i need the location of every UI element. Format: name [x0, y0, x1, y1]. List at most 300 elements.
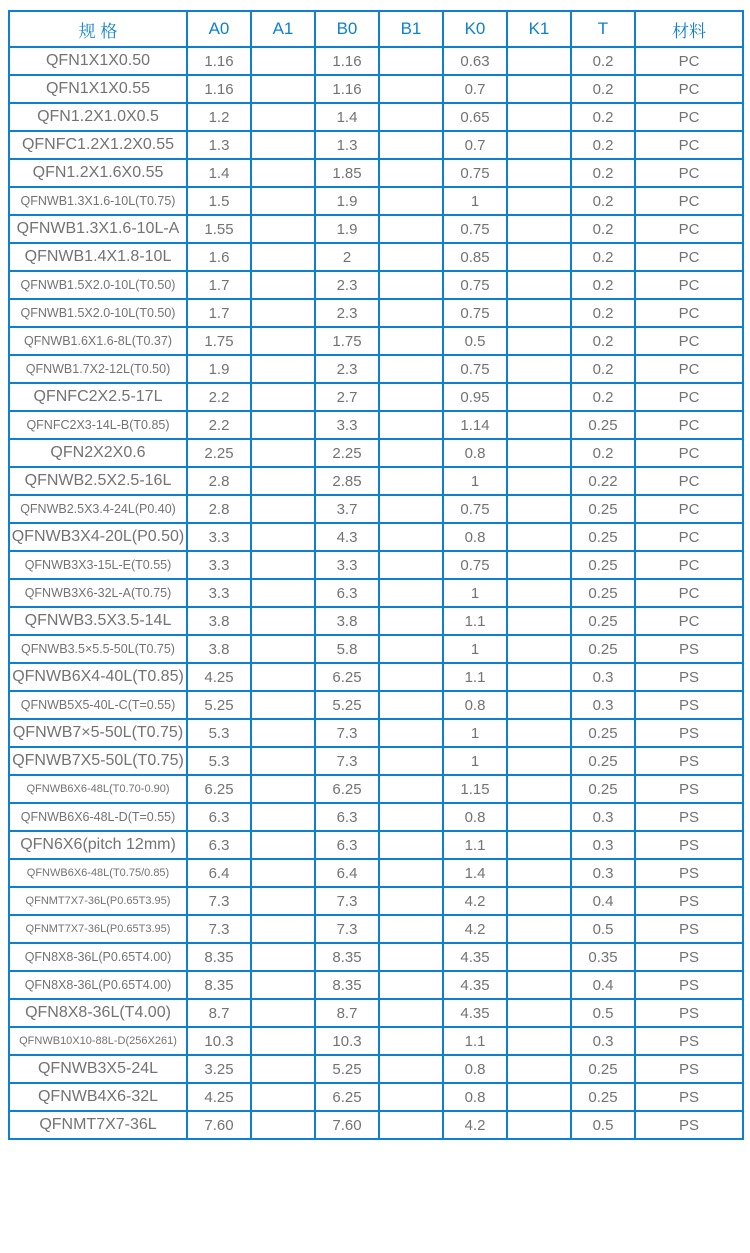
value-cell: 8.35: [315, 971, 379, 999]
table-row: [9, 859, 743, 887]
table-row: [9, 831, 743, 859]
value-cell: [379, 551, 443, 579]
value-cell: 3.3: [315, 551, 379, 579]
value-cell: 2.8: [187, 467, 251, 495]
value-cell: 0.2: [571, 271, 635, 299]
value-cell: 6.3: [187, 803, 251, 831]
spec-cell: QFNWB1.6X1.6-8L(T0.37): [9, 327, 187, 355]
value-cell: 3.8: [315, 607, 379, 635]
value-cell: [507, 635, 571, 663]
material-cell: PC: [635, 75, 743, 103]
value-cell: 8.35: [315, 943, 379, 971]
table-row: [9, 327, 743, 355]
value-cell: 4.35: [443, 971, 507, 999]
value-cell: 2.2: [187, 383, 251, 411]
material-cell: PC: [635, 327, 743, 355]
value-cell: 0.35: [571, 943, 635, 971]
value-cell: 2.25: [187, 439, 251, 467]
value-cell: 1.3: [315, 131, 379, 159]
material-cell: PS: [635, 691, 743, 719]
value-cell: 1.16: [315, 75, 379, 103]
value-cell: 6.3: [315, 579, 379, 607]
value-cell: [507, 103, 571, 131]
value-cell: [379, 439, 443, 467]
value-cell: [251, 299, 315, 327]
value-cell: [251, 327, 315, 355]
value-cell: [379, 299, 443, 327]
material-cell: PS: [635, 1055, 743, 1083]
value-cell: 1: [443, 747, 507, 775]
value-cell: 1.4: [315, 103, 379, 131]
value-cell: 0.2: [571, 439, 635, 467]
value-cell: 8.35: [187, 943, 251, 971]
value-cell: [379, 999, 443, 1027]
value-cell: 1.7: [187, 271, 251, 299]
value-cell: 1.6: [187, 243, 251, 271]
value-cell: [507, 327, 571, 355]
value-cell: [379, 803, 443, 831]
value-cell: 1.3: [187, 131, 251, 159]
value-cell: [379, 327, 443, 355]
value-cell: 1.16: [315, 47, 379, 75]
material-cell: PC: [635, 579, 743, 607]
value-cell: [379, 1055, 443, 1083]
material-cell: PS: [635, 775, 743, 803]
material-cell: PC: [635, 495, 743, 523]
table-row: [9, 1027, 743, 1055]
value-cell: 3.8: [187, 635, 251, 663]
material-cell: PC: [635, 607, 743, 635]
value-cell: [251, 915, 315, 943]
material-cell: PS: [635, 663, 743, 691]
value-cell: 3.25: [187, 1055, 251, 1083]
spec-table: [8, 10, 744, 1140]
value-cell: 2.3: [315, 299, 379, 327]
value-cell: 1.9: [315, 187, 379, 215]
value-cell: 0.65: [443, 103, 507, 131]
value-cell: [379, 859, 443, 887]
value-cell: 0.25: [571, 607, 635, 635]
spec-cell: QFNWB2.5X2.5-16L: [9, 467, 187, 495]
value-cell: 0.3: [571, 859, 635, 887]
table-row: [9, 187, 743, 215]
value-cell: 7.3: [187, 887, 251, 915]
value-cell: 0.5: [571, 915, 635, 943]
value-cell: 0.75: [443, 495, 507, 523]
spec-cell: QFNWB3X5-24L: [9, 1055, 187, 1083]
value-cell: 5.3: [187, 719, 251, 747]
value-cell: 0.2: [571, 75, 635, 103]
value-cell: 1.75: [187, 327, 251, 355]
value-cell: [379, 1027, 443, 1055]
table-row: [9, 75, 743, 103]
value-cell: 1.1: [443, 607, 507, 635]
value-cell: [251, 803, 315, 831]
table-row: [9, 439, 743, 467]
value-cell: [251, 467, 315, 495]
table-row: [9, 523, 743, 551]
value-cell: 0.8: [443, 1083, 507, 1111]
value-cell: 2.2: [187, 411, 251, 439]
spec-cell: QFNWB6X6-48L(T0.70-0.90): [9, 775, 187, 803]
header-cell: T: [571, 11, 635, 47]
spec-cell: QFN6X6(pitch 12mm): [9, 831, 187, 859]
spec-cell: QFNWB4X6-32L: [9, 1083, 187, 1111]
value-cell: [507, 1111, 571, 1139]
material-cell: PC: [635, 523, 743, 551]
table-row: [9, 355, 743, 383]
value-cell: 4.25: [187, 1083, 251, 1111]
value-cell: 5.25: [315, 691, 379, 719]
value-cell: 0.75: [443, 299, 507, 327]
material-cell: PS: [635, 943, 743, 971]
value-cell: [379, 383, 443, 411]
value-cell: 1: [443, 719, 507, 747]
value-cell: 0.2: [571, 187, 635, 215]
value-cell: 1: [443, 635, 507, 663]
value-cell: [379, 719, 443, 747]
value-cell: [379, 355, 443, 383]
spec-cell: QFNWB10X10-88L-D(256X261): [9, 1027, 187, 1055]
value-cell: [507, 859, 571, 887]
value-cell: 0.75: [443, 271, 507, 299]
value-cell: 4.2: [443, 1111, 507, 1139]
material-cell: PS: [635, 971, 743, 999]
value-cell: [379, 831, 443, 859]
spec-cell: QFNWB3X6-32L-A(T0.75): [9, 579, 187, 607]
value-cell: 1.85: [315, 159, 379, 187]
material-cell: PS: [635, 1027, 743, 1055]
value-cell: 0.2: [571, 131, 635, 159]
value-cell: [251, 103, 315, 131]
value-cell: [507, 495, 571, 523]
value-cell: 7.3: [187, 915, 251, 943]
value-cell: 6.25: [315, 775, 379, 803]
value-cell: 0.7: [443, 131, 507, 159]
value-cell: 6.3: [187, 831, 251, 859]
spec-cell: QFNFC2X2.5-17L: [9, 383, 187, 411]
value-cell: 0.2: [571, 159, 635, 187]
material-cell: PC: [635, 411, 743, 439]
value-cell: [251, 831, 315, 859]
value-cell: [507, 1027, 571, 1055]
value-cell: [251, 775, 315, 803]
value-cell: 6.4: [315, 859, 379, 887]
value-cell: [251, 131, 315, 159]
value-cell: 5.25: [187, 691, 251, 719]
table-header: [9, 11, 743, 47]
value-cell: 0.3: [571, 1027, 635, 1055]
value-cell: 1.1: [443, 663, 507, 691]
value-cell: 1.15: [443, 775, 507, 803]
table-row: [9, 271, 743, 299]
value-cell: [251, 943, 315, 971]
value-cell: [379, 887, 443, 915]
value-cell: 4.2: [443, 915, 507, 943]
value-cell: [251, 551, 315, 579]
header-cell: 材料: [635, 11, 743, 47]
value-cell: 3.3: [187, 523, 251, 551]
spec-cell: QFNWB1.4X1.8-10L: [9, 243, 187, 271]
value-cell: [507, 747, 571, 775]
spec-cell: QFNMT7X7-36L(P0.65T3.95): [9, 887, 187, 915]
material-cell: PC: [635, 467, 743, 495]
value-cell: [379, 1083, 443, 1111]
value-cell: 0.25: [571, 1055, 635, 1083]
material-cell: PC: [635, 47, 743, 75]
value-cell: [507, 775, 571, 803]
value-cell: [379, 775, 443, 803]
value-cell: 0.95: [443, 383, 507, 411]
material-cell: PS: [635, 635, 743, 663]
value-cell: 3.3: [315, 411, 379, 439]
value-cell: [379, 159, 443, 187]
value-cell: [379, 943, 443, 971]
value-cell: [251, 47, 315, 75]
spec-cell: QFNWB6X6-48L(T0.75/0.85): [9, 859, 187, 887]
value-cell: 1.1: [443, 831, 507, 859]
material-cell: PC: [635, 159, 743, 187]
value-cell: 1: [443, 579, 507, 607]
value-cell: 0.8: [443, 439, 507, 467]
value-cell: 4.2: [443, 887, 507, 915]
value-cell: [507, 75, 571, 103]
value-cell: [379, 467, 443, 495]
header-cell: B0: [315, 11, 379, 47]
value-cell: [251, 999, 315, 1027]
spec-cell: QFN1X1X0.50: [9, 47, 187, 75]
header-cell: K0: [443, 11, 507, 47]
value-cell: 10.3: [187, 1027, 251, 1055]
spec-cell: QFNWB1.3X1.6-10L(T0.75): [9, 187, 187, 215]
value-cell: 0.25: [571, 635, 635, 663]
value-cell: 3.7: [315, 495, 379, 523]
value-cell: [251, 215, 315, 243]
value-cell: [251, 635, 315, 663]
value-cell: 5.25: [315, 1055, 379, 1083]
value-cell: 0.3: [571, 831, 635, 859]
value-cell: 0.8: [443, 691, 507, 719]
value-cell: [507, 803, 571, 831]
spec-cell: QFNFC1.2X1.2X0.55: [9, 131, 187, 159]
value-cell: [251, 439, 315, 467]
value-cell: 0.25: [571, 1083, 635, 1111]
value-cell: 0.25: [571, 551, 635, 579]
value-cell: 2.25: [315, 439, 379, 467]
spec-cell: QFNWB7×5-50L(T0.75): [9, 719, 187, 747]
table-row: [9, 915, 743, 943]
value-cell: 0.22: [571, 467, 635, 495]
value-cell: [507, 1055, 571, 1083]
value-cell: 0.2: [571, 383, 635, 411]
value-cell: 10.3: [315, 1027, 379, 1055]
spec-cell: QFN8X8-36L(T4.00): [9, 999, 187, 1027]
value-cell: [251, 355, 315, 383]
table-row: [9, 243, 743, 271]
value-cell: 3.8: [187, 607, 251, 635]
material-cell: PC: [635, 215, 743, 243]
value-cell: 7.3: [315, 915, 379, 943]
spec-cell: QFNWB3X4-20L(P0.50): [9, 523, 187, 551]
table-row: [9, 467, 743, 495]
value-cell: 0.8: [443, 1055, 507, 1083]
value-cell: [507, 943, 571, 971]
spec-cell: QFNWB3.5X3.5-14L: [9, 607, 187, 635]
value-cell: 7.60: [315, 1111, 379, 1139]
spec-cell: QFNMT7X7-36L(P0.65T3.95): [9, 915, 187, 943]
table-row: [9, 103, 743, 131]
spec-cell: QFNMT7X7-36L: [9, 1111, 187, 1139]
value-cell: 2.8: [187, 495, 251, 523]
material-cell: PC: [635, 271, 743, 299]
value-cell: 3.3: [187, 579, 251, 607]
material-cell: PC: [635, 103, 743, 131]
value-cell: [507, 999, 571, 1027]
value-cell: 0.5: [571, 999, 635, 1027]
value-cell: [379, 915, 443, 943]
value-cell: [251, 887, 315, 915]
value-cell: [507, 439, 571, 467]
value-cell: 2.7: [315, 383, 379, 411]
value-cell: [379, 1111, 443, 1139]
value-cell: 0.2: [571, 103, 635, 131]
value-cell: [507, 47, 571, 75]
table-row: [9, 1111, 743, 1139]
value-cell: 2.3: [315, 355, 379, 383]
value-cell: [251, 271, 315, 299]
spec-cell: QFNWB2.5X3.4-24L(P0.40): [9, 495, 187, 523]
value-cell: [379, 579, 443, 607]
table-row: [9, 803, 743, 831]
spec-cell: QFNWB6X4-40L(T0.85): [9, 663, 187, 691]
value-cell: 5.3: [187, 747, 251, 775]
value-cell: [251, 495, 315, 523]
value-cell: [251, 75, 315, 103]
table-row: [9, 1083, 743, 1111]
spec-cell: QFNWB1.3X1.6-10L-A: [9, 215, 187, 243]
table-row: [9, 607, 743, 635]
value-cell: [251, 187, 315, 215]
value-cell: 0.25: [571, 719, 635, 747]
table-row: [9, 999, 743, 1027]
table-row: [9, 495, 743, 523]
spec-cell: QFNWB1.5X2.0-10L(T0.50): [9, 271, 187, 299]
value-cell: 1.16: [187, 47, 251, 75]
table-row: [9, 663, 743, 691]
header-cell: 规 格: [9, 11, 187, 47]
material-cell: PS: [635, 747, 743, 775]
value-cell: 1: [443, 187, 507, 215]
value-cell: 1.2: [187, 103, 251, 131]
value-cell: 0.7: [443, 75, 507, 103]
value-cell: [251, 383, 315, 411]
value-cell: [251, 411, 315, 439]
spec-cell: QFN2X2X0.6: [9, 439, 187, 467]
spec-cell: QFN1.2X1.6X0.55: [9, 159, 187, 187]
spec-cell: QFN1.2X1.0X0.5: [9, 103, 187, 131]
value-cell: [507, 159, 571, 187]
material-cell: PS: [635, 915, 743, 943]
value-cell: 2.85: [315, 467, 379, 495]
table-row: [9, 299, 743, 327]
value-cell: 4.25: [187, 663, 251, 691]
value-cell: [251, 747, 315, 775]
value-cell: 0.75: [443, 159, 507, 187]
value-cell: 6.4: [187, 859, 251, 887]
value-cell: [507, 187, 571, 215]
value-cell: [379, 607, 443, 635]
table-row: [9, 943, 743, 971]
value-cell: 7.3: [315, 719, 379, 747]
value-cell: 8.35: [187, 971, 251, 999]
value-cell: 0.3: [571, 663, 635, 691]
value-cell: [379, 691, 443, 719]
value-cell: 0.85: [443, 243, 507, 271]
value-cell: [507, 607, 571, 635]
value-cell: 6.3: [315, 831, 379, 859]
value-cell: 0.5: [443, 327, 507, 355]
value-cell: [507, 243, 571, 271]
table-row: [9, 47, 743, 75]
value-cell: [507, 271, 571, 299]
material-cell: PS: [635, 1083, 743, 1111]
value-cell: [379, 411, 443, 439]
table-row: [9, 215, 743, 243]
value-cell: 6.25: [315, 663, 379, 691]
value-cell: 0.75: [443, 551, 507, 579]
value-cell: 1.9: [187, 355, 251, 383]
value-cell: 0.4: [571, 887, 635, 915]
material-cell: PC: [635, 551, 743, 579]
spec-cell: QFN8X8-36L(P0.65T4.00): [9, 943, 187, 971]
table-row: [9, 691, 743, 719]
value-cell: [507, 719, 571, 747]
value-cell: 1.5: [187, 187, 251, 215]
table-row: [9, 635, 743, 663]
value-cell: 0.25: [571, 411, 635, 439]
material-cell: PC: [635, 355, 743, 383]
value-cell: 1.7: [187, 299, 251, 327]
material-cell: PC: [635, 383, 743, 411]
value-cell: [251, 719, 315, 747]
value-cell: [251, 1083, 315, 1111]
material-cell: PC: [635, 439, 743, 467]
table-row: [9, 775, 743, 803]
spec-cell: QFN8X8-36L(P0.65T4.00): [9, 971, 187, 999]
value-cell: [251, 663, 315, 691]
value-cell: 0.3: [571, 691, 635, 719]
table-row: [9, 747, 743, 775]
table-row: [9, 131, 743, 159]
value-cell: [507, 131, 571, 159]
value-cell: [507, 523, 571, 551]
value-cell: [507, 383, 571, 411]
value-cell: 3.3: [187, 551, 251, 579]
spec-cell: QFNFC2X3-14L-B(T0.85): [9, 411, 187, 439]
value-cell: [379, 47, 443, 75]
value-cell: 7.3: [315, 747, 379, 775]
value-cell: 0.25: [571, 495, 635, 523]
value-cell: 1.16: [187, 75, 251, 103]
table-row: [9, 383, 743, 411]
value-cell: 1.9: [315, 215, 379, 243]
value-cell: 0.75: [443, 215, 507, 243]
value-cell: [507, 1083, 571, 1111]
material-cell: PS: [635, 831, 743, 859]
value-cell: [507, 467, 571, 495]
value-cell: [507, 411, 571, 439]
table-row: [9, 971, 743, 999]
